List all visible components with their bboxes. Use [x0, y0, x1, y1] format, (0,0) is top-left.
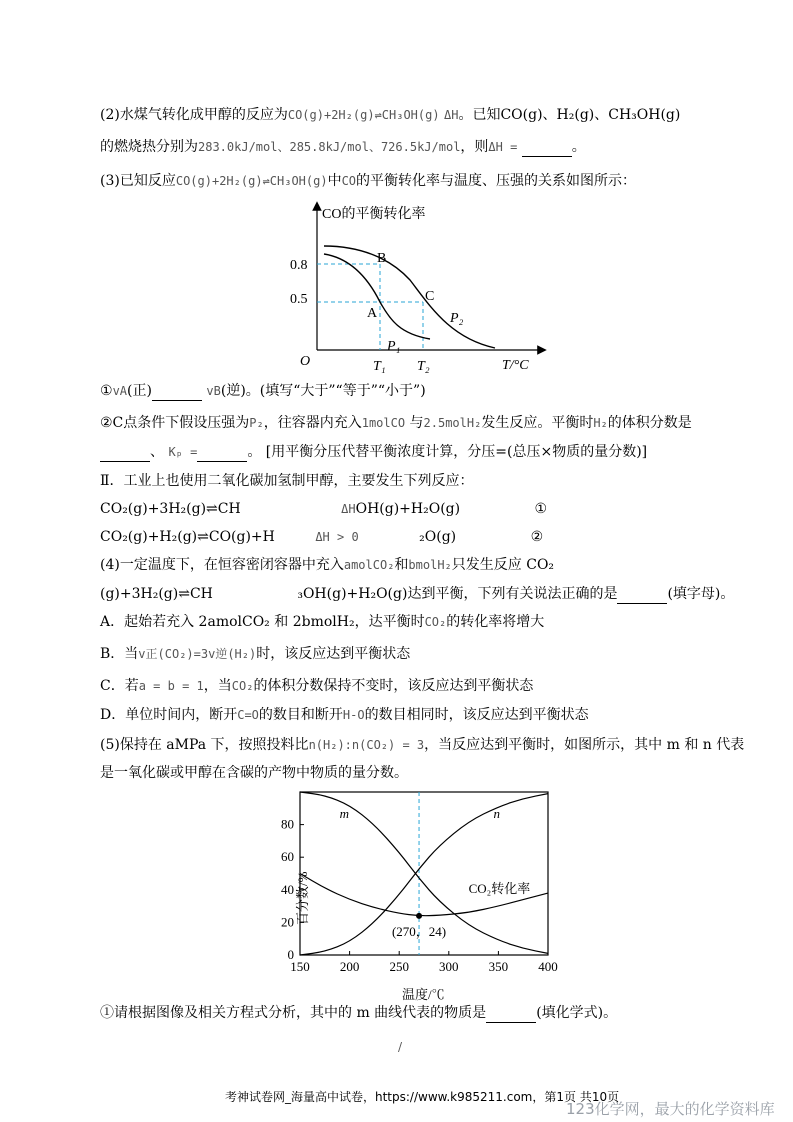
- y-tick-label: 60: [281, 849, 294, 865]
- text: (正): [127, 383, 152, 399]
- b-mol: bmolH₂: [408, 558, 452, 572]
- text: 的数目相同时，该反应达到平衡状态: [364, 707, 589, 723]
- reaction-number: ②: [530, 529, 544, 545]
- min-point: [416, 913, 422, 919]
- condition: a = b = 1: [138, 679, 204, 693]
- q2-line1: [100, 105, 680, 125]
- text: ②C点条件下假设压强为: [100, 415, 250, 431]
- text: ，当: [203, 678, 232, 694]
- y-tick-label: 0: [287, 947, 294, 962]
- text: 。: [571, 139, 586, 155]
- text: B．当: [100, 646, 139, 662]
- ytick-0.5: 0.5: [290, 292, 308, 307]
- text: 时，该反应达到平衡状态: [256, 646, 411, 662]
- q5-sub1: [100, 1003, 617, 1023]
- text: (4)一定温度下，在恒容密闭容器中充入: [100, 557, 344, 573]
- text: 的数目和断开: [258, 707, 343, 723]
- text: (3)已知反应: [100, 173, 176, 189]
- text: ①请根据图像及相关方程式分析，其中的 m 曲线代表的物质是: [100, 1005, 487, 1021]
- text: 的转化率将增大: [446, 614, 545, 630]
- text: 的燃烧热分别为: [100, 139, 198, 155]
- y-tick-label: 80: [281, 816, 294, 832]
- q2-line2: [100, 137, 586, 157]
- point-b-label: B: [377, 251, 387, 266]
- q4-option-b: [100, 644, 410, 664]
- text: 中: [327, 173, 342, 189]
- bond-co: C=O: [237, 708, 259, 722]
- x-tick-label: 200: [339, 959, 360, 974]
- q4-option-c: [100, 676, 533, 696]
- species: CO(g)、H₂(g)、CH₃OH(g): [500, 107, 681, 123]
- series-p1: [324, 254, 430, 339]
- text: 的平衡转化率与温度、压强的关系如图所示：: [356, 173, 637, 189]
- answer-blank[interactable]: [486, 1008, 536, 1023]
- min-point-label: (270，24): [391, 923, 447, 939]
- text: ₂O(g): [419, 529, 457, 545]
- delta-h: ΔH: [341, 502, 356, 516]
- h2-amount: 2.5molH₂: [423, 416, 482, 430]
- text: (逆)。(填写“大于”“等于”“小于”): [220, 383, 426, 399]
- co: CO: [341, 174, 357, 188]
- text: ，往容器内充入: [263, 415, 362, 431]
- percentage-chart: [252, 785, 572, 1005]
- q3-sub2-line2: [100, 442, 647, 462]
- q3-sub1: [100, 381, 426, 401]
- y-tick-label: 40: [281, 881, 294, 897]
- text: 的体积分数是: [607, 415, 692, 431]
- q4-option-a: [100, 612, 544, 632]
- text: 、: [150, 444, 164, 460]
- reaction-number: ①: [534, 501, 548, 517]
- delta-h: ΔH: [444, 108, 459, 122]
- answer-blank[interactable]: [197, 447, 247, 462]
- equation: CO(g)+2H₂(g)⇌CH₃OH(g): [175, 174, 328, 188]
- text: 只发生反应 CO₂: [451, 557, 555, 573]
- page-footer: 考神试卷网_海量高中试卷，https://www.k985211.com，第1页 共10页: [225, 1090, 620, 1104]
- text: (2)水煤气转化成甲醇的反应为: [100, 107, 288, 123]
- rate-equation: v正(CO₂)=3v逆(H₂): [138, 647, 257, 661]
- series-m-label: m: [339, 806, 350, 822]
- x-axis-label: 温度/℃: [402, 987, 445, 1002]
- text: 与: [409, 415, 424, 431]
- text: ，则: [460, 139, 489, 155]
- combustion-heats: 283.0kJ/mol、285.8kJ/mol、726.5kJ/mol: [198, 140, 461, 154]
- x-tick-label: 150: [290, 959, 310, 974]
- ytick-0.8: 0.8: [290, 258, 308, 273]
- q5-line1: [100, 735, 744, 755]
- page-mark: /: [398, 1040, 403, 1054]
- part2-title: Ⅱ．工业上也使用二氧化碳加氢制甲醇，主要发生下列反应：: [100, 473, 474, 489]
- answer-blank[interactable]: [100, 447, 150, 462]
- vb: vB: [206, 384, 221, 398]
- y-tick-label: 20: [281, 914, 294, 930]
- text: ，当反应达到平衡时，如图所示，其中 m 和 n 代表: [424, 737, 745, 753]
- text: 的体积分数保持不变时，该反应达到平衡状态: [253, 678, 534, 694]
- a-mol: amolCO₂: [343, 558, 395, 572]
- h2: H₂: [593, 416, 608, 430]
- point-a-label: A: [367, 306, 378, 321]
- kp: Kₚ =: [168, 445, 198, 459]
- text: C．若: [100, 678, 139, 694]
- text: CO₂(g)+H₂(g)⇌CO(g)+H: [100, 529, 275, 545]
- series-p2-label: P₂: [450, 311, 464, 326]
- text: (5)保持在 aMPa 下，按照投料比: [100, 737, 309, 753]
- text: A．起始若充入 2amolCO₂ 和 2bmolH₂，达平衡时: [100, 614, 425, 630]
- ratio: n(H₂):n(CO₂) = 3: [308, 738, 425, 752]
- series-p1-label: P₁: [387, 339, 401, 354]
- co2: CO₂: [231, 679, 254, 693]
- co-amount: 1molCO: [361, 416, 406, 430]
- series-co2-label: CO₂转化率: [468, 881, 531, 897]
- x-tick-label: 350: [488, 959, 509, 974]
- xtick-t2: T₂: [417, 359, 430, 374]
- text: ₃OH(g)+H₂O(g)达到平衡，下列有关说法正确的是: [297, 586, 618, 602]
- origin-label: O: [300, 354, 311, 369]
- text: ①: [100, 383, 113, 399]
- delta-h: ΔH > 0: [315, 530, 359, 544]
- q4-option-d: [100, 705, 589, 725]
- point-c-label: C: [425, 289, 435, 304]
- q4-line1: [100, 555, 554, 575]
- xtick-t1: T₁: [373, 359, 386, 374]
- bond-ho: H-O: [342, 708, 365, 722]
- co-conversion-chart: [280, 198, 550, 380]
- q3-intro: [100, 171, 636, 191]
- text: (填化学式)。: [536, 1005, 618, 1021]
- co2: CO₂: [424, 615, 447, 629]
- text: (g)+3H₂(g)⇌CH: [100, 586, 213, 602]
- q3-sub2-line1: [100, 413, 692, 433]
- va: vA: [112, 384, 128, 398]
- x-tick-label: 400: [538, 959, 558, 974]
- x-axis-label: T/°C: [502, 358, 529, 373]
- text: (填字母)。: [667, 586, 735, 602]
- q5-line2: 是一氧化碳或甲醇在含碳的产物中物质的量分数。: [100, 765, 408, 781]
- y-axis-label: CO的平衡转化率: [322, 207, 426, 222]
- watermark: 123化学网，最大的化学资料库: [566, 1100, 775, 1118]
- text: 发生反应。平衡时: [481, 415, 594, 431]
- text: D．单位时间内，断开: [100, 707, 238, 723]
- text: 。 [用平衡分压代替平衡浓度计算，分压=(总压×物质的量分数)]: [247, 444, 648, 460]
- reaction-1: [100, 499, 547, 519]
- y-axis-label: 百分数/%: [295, 871, 310, 925]
- x-tick-label: 300: [439, 959, 459, 974]
- answer-blank[interactable]: [617, 589, 667, 604]
- reaction-2: [100, 527, 543, 547]
- text: 和: [394, 557, 409, 573]
- q4-line2: [100, 584, 734, 604]
- equation: CO(g)+2H₂(g)⇌CH₃OH(g): [287, 108, 440, 122]
- p2: P₂: [249, 416, 264, 430]
- answer-blank[interactable]: [152, 386, 202, 401]
- x-tick-label: 250: [389, 959, 409, 974]
- text: 。已知: [458, 107, 501, 123]
- series-n-label: n: [493, 806, 500, 822]
- text: OH(g)+H₂O(g): [355, 501, 461, 517]
- delta-h: ΔH =: [488, 140, 518, 154]
- answer-blank[interactable]: [522, 142, 572, 157]
- text: CO₂(g)+3H₂(g)⇌CH: [100, 501, 241, 517]
